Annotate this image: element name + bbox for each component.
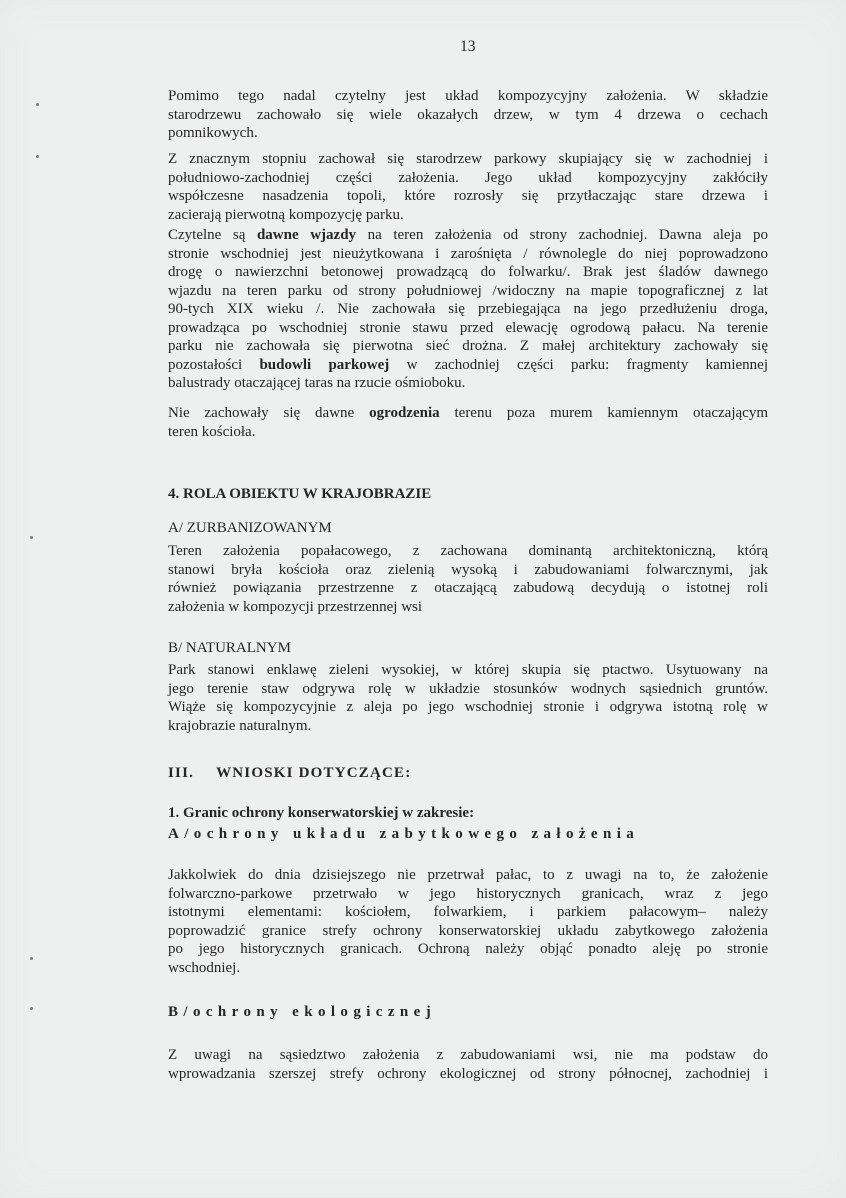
section-heading-conclusions: [168, 765, 411, 782]
paragraph-natural: [168, 661, 768, 735]
text-line: balustrady otaczającej taras na rzucie ośmioboku.: [168, 375, 466, 391]
text-line: starodrzewu zachowało się wiele okazałych drzew, w tym 4 drzewa o cechach: [168, 106, 768, 123]
page-number: 13: [460, 38, 476, 55]
paragraph-entrances: [168, 226, 768, 393]
text-line: Pomimo tego nadal czytelny jest układ kompozycyjny założenia. W składzie: [168, 88, 768, 104]
text-line: [168, 226, 768, 245]
text-line: prowadząca po wschodniej stronie stawu przed elewację ogrodową pałacu. Na terenie: [168, 319, 768, 336]
text-line: parku nie zachowała się pierwotna sieć drożna. Z małej architektury zachowały się: [168, 338, 768, 354]
paragraph-ecological-protection: [168, 1046, 768, 1083]
text-run: na teren założenia od strony zachodniej. Dawna aleja po: [356, 227, 768, 243]
text-line: zacierają pierwotną kompozycję parku.: [168, 206, 404, 223]
section-heading-landscape-role: 4. ROLA OBIEKTU W KRAJOBRAZIE: [168, 486, 432, 502]
scan-speck: [30, 957, 33, 960]
text-line: wjazdu na teren parku od strony południowej /widoczny na mapie topograficznej z lat: [168, 282, 768, 299]
text-run: w zachodniej części parku: fragmenty kamiennej: [389, 356, 768, 373]
scan-speck: [30, 536, 33, 539]
text-run: Czytelne są: [168, 227, 257, 243]
paragraph-layout-protection: [168, 866, 768, 977]
scan-speck: [36, 155, 39, 158]
text-line: również powiązania przestrzenne z otaczającą zabudową decydują o istotnej roli: [168, 580, 768, 596]
text-line: folwarczno-parkowe przetrwało w jego historycznych granicach, wraz z jego: [168, 885, 768, 902]
subheading-layout-protection: A/ochrony układu zabytkowego założenia: [168, 826, 640, 842]
text-line: teren kościoła.: [168, 423, 256, 440]
subheading-protection-bounds: 1. Granic ochrony konserwatorskiej w zakresie:: [168, 805, 475, 821]
text-line: Z uwagi na sąsiedztwo założenia z zabudowaniami wsi, nie ma podstaw do: [168, 1047, 768, 1063]
text-line: pomnikowych.: [168, 125, 258, 141]
text-line: współczesne nasadzenia topoli, które rozrosły się przytłaczając stare drzewa i: [168, 188, 768, 204]
paragraph-fences: [168, 404, 768, 441]
text-line: 90-tych XIX wieku /. Nie zachowała się przebiegająca na jego przedłużeniu droga,: [168, 301, 768, 317]
paragraph-old-trees: [168, 87, 768, 143]
text-line: założenia w kompozycji przestrzennej wsi: [168, 598, 423, 615]
subheading-ecological-protection: B/ochrony ekologicznej: [168, 1004, 437, 1020]
text-line: wschodniej.: [168, 959, 241, 976]
paragraph-park-stand: [168, 150, 768, 224]
scan-speck: [30, 1007, 33, 1010]
text-line: [168, 356, 768, 375]
text-line: Park stanowi enklawę zieleni wysokiej, w której skupia się ptactwo. Usytuowany na: [168, 662, 768, 678]
text-line: po jego historycznych granicach. Ochroną należy objąć ponadto aleję po stronie: [168, 941, 768, 957]
emphasis-ogrodzenia: ogrodzenia: [369, 405, 440, 421]
text-line: Wiąże się kompozycyjnie z aleja po jego wschodniej stronie i odgrywa istotną rolę w: [168, 699, 768, 715]
text-run: pozostałości: [168, 356, 260, 373]
text-line: jego terenie staw odgrywa rolę w układzie stosunków wodnych sąsiednich gruntów.: [168, 680, 768, 697]
emphasis-budowli-parkowej: budowli parkowej: [259, 356, 390, 373]
emphasis-dawne-wjazdy: dawne wjazdy: [256, 227, 357, 243]
text-run: terenu poza murem kamiennym otaczającym: [439, 405, 768, 421]
subheading-urban: A/ ZURBANIZOWANYM: [168, 520, 332, 536]
text-line: poprowadzić granice strefy ochrony konserwatorskiej układu zabytkowego założenia: [168, 922, 768, 939]
text-line: stanowi bryła kościoła oraz zielenią wysoką i zabudowaniami folwarcznymi, jak: [168, 561, 768, 578]
text-line: stronie wschodniej jest nieużytkowana i zarośnięta / równolegle do niej poprowadzono: [168, 245, 768, 262]
section-title: WNIOSKI DOTYCZĄCE:: [216, 765, 412, 781]
scan-speck: [36, 103, 39, 106]
text-line: Teren założenia popałacowego, z zachowana dominantą architektoniczną, którą: [168, 543, 768, 559]
paragraph-urban: [168, 542, 768, 616]
text-line: południowo-zachodniej części założenia. Jego układ kompozycyjny zakłóciły: [168, 169, 768, 186]
subheading-natural: B/ NATURALNYM: [168, 640, 291, 656]
text-line: Z znacznym stopniu zachował się starodrzew parkowy skupiający się w zachodniej i: [168, 151, 768, 167]
text-line: drogę o nawierzchni betonowej prowadzącą do folwarku/. Brak jest śladów dawnego: [168, 264, 768, 280]
text-run: Nie zachowały się dawne: [168, 405, 370, 421]
text-line: istotnymi elementami: kościołem, folwarkiem, i parkiem pałacowym– należy: [168, 904, 768, 920]
text-line: krajobrazie naturalnym.: [168, 717, 312, 734]
section-numeral: III.: [168, 765, 195, 781]
text-line: [168, 404, 768, 423]
text-line: wprowadzania szerszej strefy ochrony ekologicznej od strony północnej, zachodniej i: [168, 1065, 768, 1082]
text-line: Jakkolwiek do dnia dzisiejszego nie przetrwał pałac, to z uwagi na to, że założenie: [168, 867, 768, 883]
